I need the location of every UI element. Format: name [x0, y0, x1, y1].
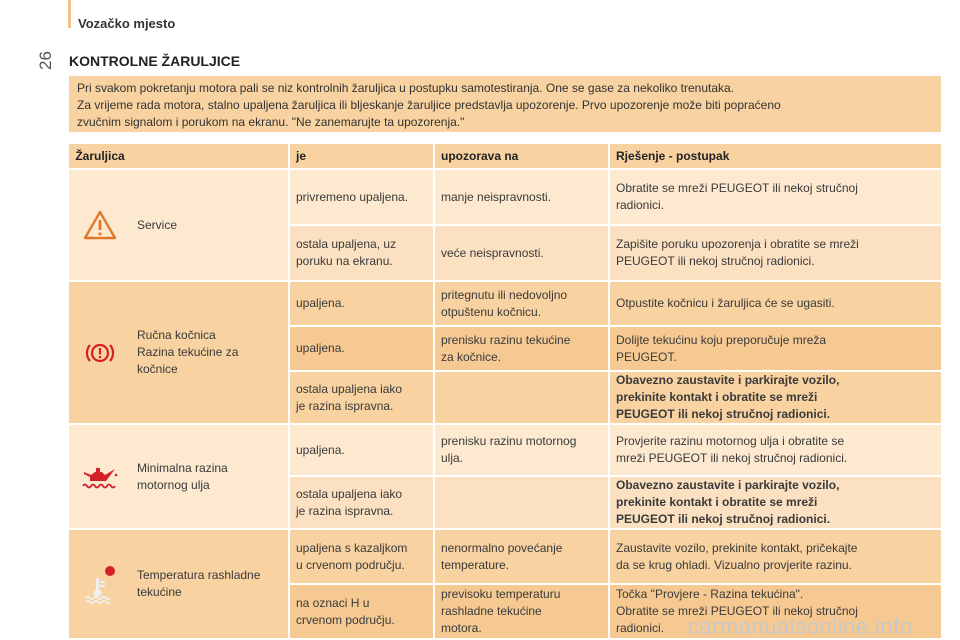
table-row — [69, 282, 941, 325]
table-header-row — [69, 144, 941, 168]
lamp-warns — [433, 226, 608, 280]
lamp-warns — [433, 477, 608, 528]
lamp-name-line: Service — [137, 217, 178, 232]
lamp-warns-line: rashladne tekućine — [441, 604, 542, 618]
lamp-state — [288, 327, 433, 370]
lamp-state — [288, 170, 433, 224]
lamp-solution-line: Obavezno zaustavite i parkirajte vozilo, — [616, 478, 840, 492]
lamp-solution-line: Obratite se mreži PEUGEOT ili nekoj stručnoj — [616, 181, 858, 195]
lamp-icon-cell — [69, 282, 131, 423]
lamp-solution — [608, 226, 941, 280]
lamp-state-line: privremeno upaljena. — [296, 189, 409, 204]
table-row — [69, 170, 941, 224]
lamp-icon-cell — [69, 170, 131, 280]
watermark: carmanualsonline.info — [688, 614, 913, 639]
lamp-name-line: Ručna kočnica — [137, 328, 216, 342]
lamp-state-line: upaljena. — [296, 296, 345, 310]
brake-warning-icon — [69, 340, 131, 366]
lamp-solution-line: da se krug ohladi. Vizualno provjerite razinu. — [616, 557, 852, 572]
lamp-solution-line: prekinite kontakt i obratite se mreži — [616, 390, 818, 404]
lamp-warns — [433, 170, 608, 224]
lamp-solution — [608, 327, 941, 370]
lamp-state — [288, 372, 433, 423]
lamp-state — [288, 530, 433, 583]
lamp-warns-line: prenisku razinu tekućine — [441, 332, 571, 347]
lamp-solution-line: Obratite se mreži PEUGEOT ili nekoj stručnoj — [616, 604, 858, 618]
lamp-state — [288, 425, 433, 475]
lamp-state — [288, 226, 433, 280]
coolant-temperature-icon — [69, 564, 131, 604]
lamp-warns-line: prenisku razinu motornog — [441, 434, 577, 448]
lamp-state-line: crvenom području. — [296, 612, 395, 627]
lamp-solution — [608, 477, 941, 528]
lamp-warns — [433, 530, 608, 583]
page-title: KONTROLNE ŽARULJICE — [69, 53, 241, 69]
lamp-name-line: Minimalna razina — [137, 460, 228, 475]
lamp-solution-line: radionici. — [616, 198, 665, 212]
intro-line: Za vrijeme rada motora, stalno upaljena žaruljica ili bljeskanje žaruljice predstavlja upozorenje. Prvo upozorenje može biti popraćeno — [77, 98, 781, 112]
table-row — [69, 425, 941, 475]
lamp-name-line: Temperatura rashladne — [137, 568, 261, 582]
lamp-solution — [608, 170, 941, 224]
lamp-state-line: ostala upaljena, uz — [296, 237, 397, 251]
lamp-solution-line: radionici. — [616, 621, 665, 635]
lamp-name-line: kočnice — [137, 362, 178, 376]
lamp-warns-line: manje neispravnosti. — [441, 189, 552, 204]
lamp-warns — [433, 327, 608, 370]
lamp-state-line: ostala upaljena iako — [296, 486, 403, 501]
lamp-solution-line: Obavezno zaustavite i parkirajte vozilo, — [616, 373, 840, 387]
lamp-solution — [608, 372, 941, 423]
intro-line: zvučnim signalom i porukom na ekranu. "Ne zanemarujte ta upozorenja." — [77, 115, 465, 129]
header-name — [131, 144, 288, 168]
header-accent-bar — [68, 0, 71, 28]
section-title: Vozačko mjesto — [78, 16, 176, 31]
lamp-state — [288, 585, 433, 638]
lamp-solution-line: Zaustavite vozilo, prekinite kontakt, pričekajte — [616, 540, 858, 555]
lamp-state-line: je razina ispravna. — [296, 503, 394, 518]
lamp-warns — [433, 372, 608, 423]
header-state: je — [288, 144, 433, 168]
intro-line: Pri svakom pokretanju motora pali se niz kontrolnih žaruljica u postupku samotestiranja. One se gase za nekoliko trenutaka. — [77, 81, 735, 95]
page-number: 26 — [36, 51, 55, 70]
lamp-solution-line: Provjerite razinu motornog ulja i obratite se — [616, 434, 845, 448]
lamp-solution — [608, 425, 941, 475]
lamp-name — [131, 530, 288, 638]
lamp-warns-line: previsoku temperaturu — [441, 587, 561, 601]
lamp-warns-line: pritegnutu ili nedovoljno — [441, 287, 568, 302]
lamp-solution-line: Dolijte tekućinu koju preporučuje mreža — [616, 332, 827, 347]
warning-lamps-table — [69, 142, 941, 640]
intro-box — [69, 76, 941, 132]
lamp-name-line: motornog ulja — [137, 477, 210, 492]
lamp-solution-line: PEUGEOT ili nekoj stručnoj radionici. — [616, 254, 815, 268]
lamp-solution-line: Točka "Provjere - Razina tekućina". — [616, 587, 804, 601]
table-row — [69, 530, 941, 583]
lamp-name-line: Razina tekućine za — [137, 345, 239, 359]
lamp-warns — [433, 425, 608, 475]
lamp-warns-line: temperature. — [441, 557, 510, 572]
lamp-warns-line: veće neispravnosti. — [441, 245, 544, 260]
header-solution: Rješenje - postupak — [608, 144, 941, 168]
lamp-solution-line: PEUGEOT. — [616, 349, 677, 364]
lamp-warns — [433, 282, 608, 325]
lamp-name — [131, 425, 288, 528]
lamp-state-line: na oznaci H u — [296, 595, 370, 610]
lamp-state-line: upaljena s kazaljkom — [296, 540, 408, 555]
header-warns: upozorava na — [433, 144, 608, 168]
lamp-warns — [433, 585, 608, 638]
lamp-state-line: poruku na ekranu. — [296, 254, 393, 268]
lamp-name-line: tekućine — [137, 585, 182, 599]
lamp-state-line: upaljena. — [296, 442, 345, 457]
lamp-warns-line: za kočnice. — [441, 349, 502, 364]
lamp-name — [131, 170, 288, 280]
lamp-warns-line: motora. — [441, 621, 482, 635]
lamp-solution — [608, 282, 941, 325]
table-body — [69, 170, 941, 638]
lamp-solution-line: PEUGEOT ili nekoj stručnoj radionici. — [616, 407, 831, 421]
lamp-warns-line: ulja. — [441, 451, 464, 465]
lamp-state — [288, 282, 433, 325]
lamp-warns-line: otpuštenu kočnicu. — [441, 304, 542, 319]
lamp-solution — [608, 530, 941, 583]
lamp-icon-cell — [69, 530, 131, 638]
lamp-solution-line: mreži PEUGEOT ili nekoj stručnoj radionici. — [616, 451, 848, 465]
oil-can-icon — [69, 464, 131, 490]
lamp-state-line: je razina ispravna. — [296, 398, 394, 413]
warning-triangle-icon — [69, 210, 131, 240]
lamp-solution-line: Zapišite poruku upozorenja i obratite se mreži — [616, 237, 859, 251]
lamp-solution-line: PEUGEOT ili nekoj stručnoj radionici. — [616, 512, 831, 526]
lamp-solution-line: prekinite kontakt i obratite se mreži — [616, 495, 818, 509]
lamp-warns-line: nenormalno povećanje — [441, 540, 563, 555]
lamp-name — [131, 282, 288, 423]
lamp-state-line: upaljena. — [296, 341, 345, 355]
lamp-state-line: u crvenom području. — [296, 557, 405, 572]
lamp-solution-line: Otpustite kočnicu i žaruljica će se ugasiti. — [616, 296, 835, 310]
lamp-state-line: ostala upaljena iako — [296, 381, 403, 396]
header-lamp: Žaruljica — [69, 144, 131, 168]
lamp-state — [288, 477, 433, 528]
lamp-icon-cell — [69, 425, 131, 528]
